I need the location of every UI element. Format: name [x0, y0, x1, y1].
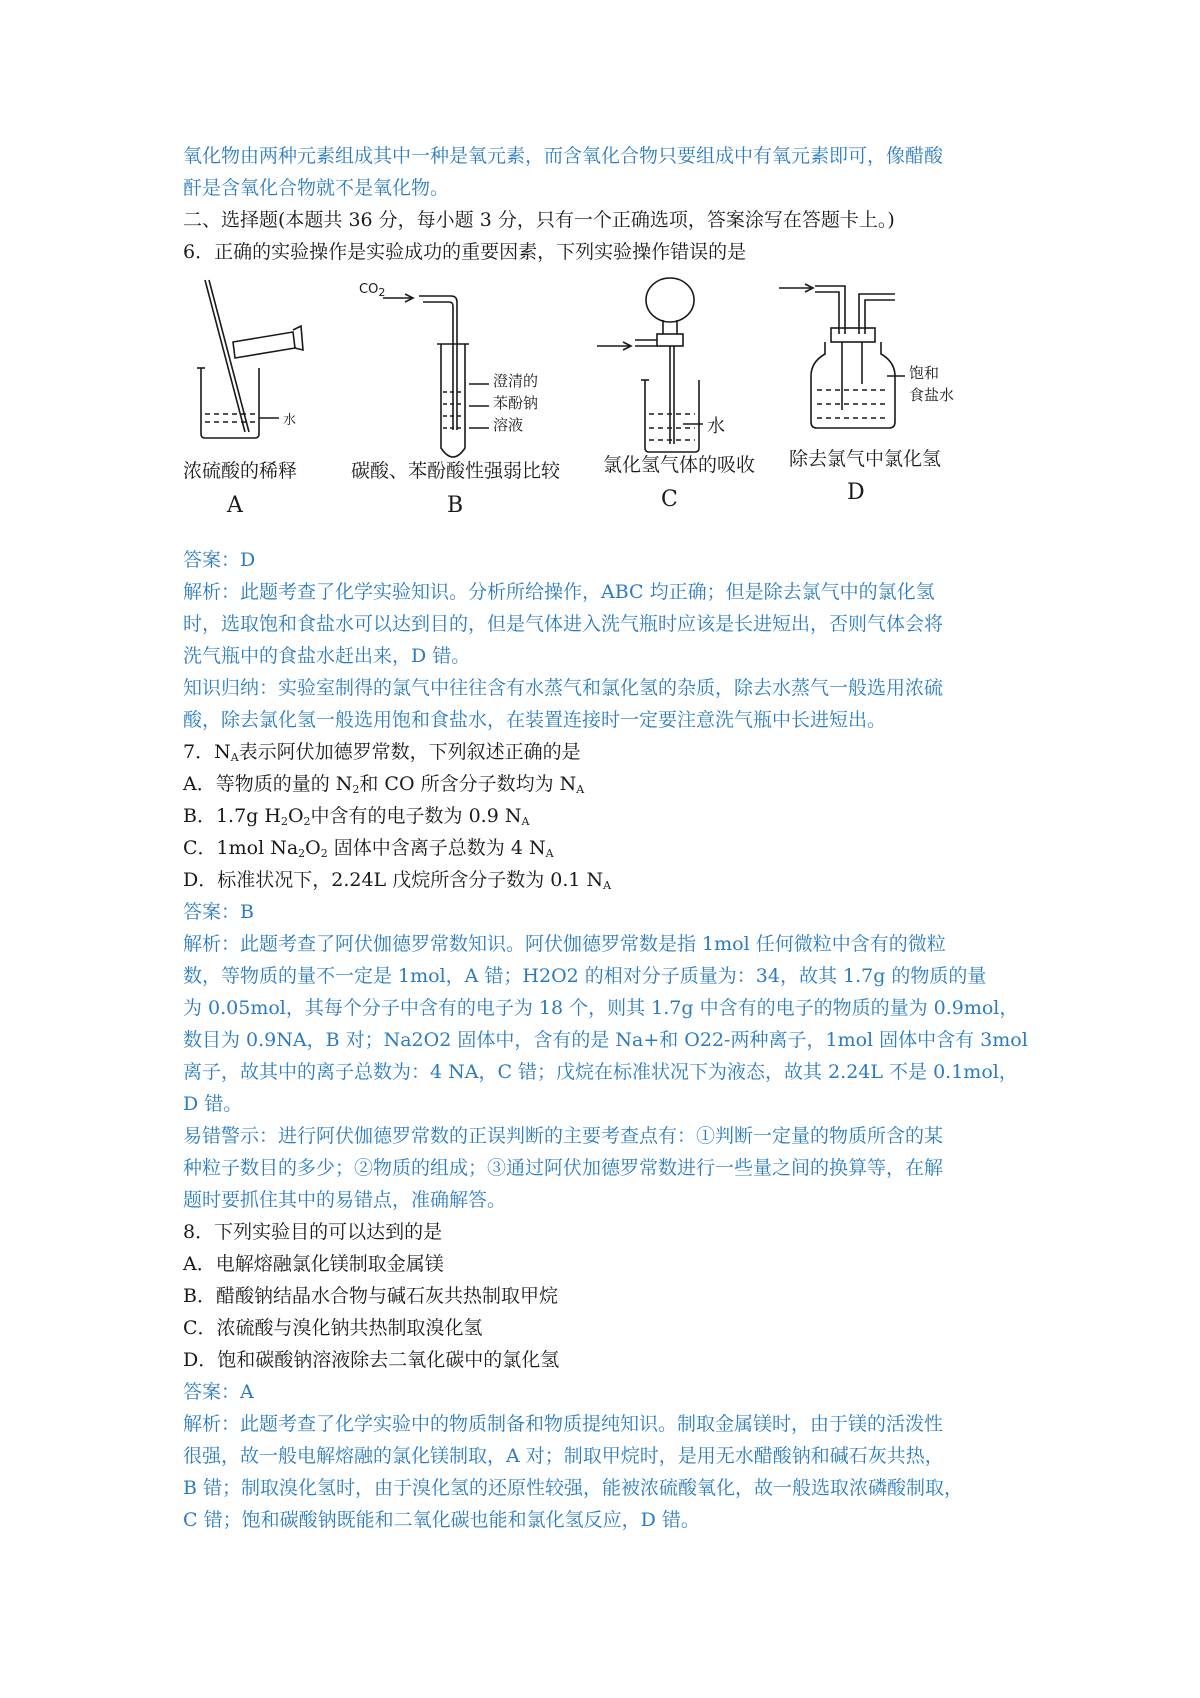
q7-option-c: C．1mol $Na_2O_2$ 固体中含离子总数为 4 $N_A$: [183, 837, 554, 860]
q7-analysis-line: 数目为 0.9NA，B 对；Na2O2 固体中，含有的是 Na+和 O22-两种离子，1mol 固体中含有 3mol: [183, 1029, 1028, 1051]
label-b-3: 溶液: [493, 416, 524, 434]
q7-analysis-line: 解析：此题考查了阿伏伽德罗常数知识。阿伏伽德罗常数是指 1mol 任何微粒中含有的微粒: [183, 933, 946, 955]
q6-apparatus-figure: [183, 272, 1033, 540]
q6-summary-line: 酸，除去氯化氢一般选用饱和食盐水，在装置连接时一定要注意洗气瓶中长进短出。: [183, 709, 887, 731]
section-header: 二、选择题(本题共 36 分，每小题 3 分，只有一个正确选项，答案涂写在答题卡上。): [183, 209, 895, 231]
caption-b: 碳酸、苯酚酸性强弱比较: [351, 460, 561, 482]
q6-analysis-line: 时，选取饱和食盐水可以达到目的，但是气体进入洗气瓶时应该是长进短出，否则气体会将: [183, 613, 944, 635]
q6-summary-line: 知识归纳：实验室制得的氯气中往往含有水蒸气和氯化氢的杂质，除去水蒸气一般选用浓硫: [183, 677, 944, 699]
q7-analysis-line: 为 0.05mol，其每个分子中含有的电子为 18 个，则其 1.7g 中含有的电子的物质的量为 0.9mol，: [183, 997, 1019, 1019]
q7-analysis-line: D 错。: [183, 1093, 243, 1115]
q8-option: A．电解熔融氯化镁制取金属镁: [183, 1253, 444, 1275]
q8-answer: 答案：A: [183, 1381, 254, 1403]
q7-analysis-line: 数，等物质的量不一定是 1mol，A 错；H2O2 的相对分子质量为：34，故其 1.7g 的物质的量: [183, 965, 987, 987]
q7-warning-line: 题时要抓住其中的易错点，准确解答。: [183, 1189, 507, 1211]
q8-analysis-line: B 错；制取溴化氢时，由于溴化氢的还原性较强，能被浓硫酸氧化，故一般选取浓磷酸制取，: [183, 1477, 964, 1499]
q7-option-b: B．1.7g $H_2O_2$中含有的电子数为 0.9 $N_A$: [183, 805, 530, 828]
label-b-1: 澄清的: [493, 372, 539, 390]
label-b-2: 苯酚钠: [493, 394, 539, 412]
q8-analysis-line: 解析：此题考查了化学实验中的物质制备和物质提纯知识。制取金属镁时，由于镁的活泼性: [183, 1413, 944, 1435]
q6-answer: 答案：D: [183, 549, 256, 571]
q8-stem: 8．下列实验目的可以达到的是: [183, 1221, 443, 1243]
q8-analysis-line: 很强，故一般电解熔融的氯化镁制取，A 对；制取甲烷时，是用无水醋酸钠和碱石灰共热，: [183, 1445, 944, 1467]
letter-d: D: [847, 480, 865, 505]
letter-b: B: [447, 493, 464, 518]
label-water-c: 水: [707, 416, 725, 437]
q7-warning-line: 种粒子数目的多少；②物质的组成；③通过阿伏加德罗常数进行一些量之间的换算等，在解: [183, 1157, 944, 1179]
document-page: [183, 140, 1033, 1536]
apparatus-c: [597, 278, 703, 452]
apparatus-d: [779, 284, 905, 428]
prev-analysis-line: 氧化物由两种元素组成其中一种是氧元素，而含氧化合物只要组成中有氧元素即可，像醋酸: [183, 145, 944, 167]
q8-option: C．浓硫酸与溴化钠共热制取溴化氢: [183, 1317, 483, 1339]
apparatus-drawing: [183, 272, 1033, 540]
caption-a: 浓硫酸的稀释: [183, 460, 298, 482]
q7-option-d: D．标准状况下，2.24L 戊烷所含分子数为 0.1 $N_A$: [183, 869, 612, 892]
q7-option-a: A．等物质的量的 $N_2$和 CO 所含分子数均为 $N_A$: [183, 773, 585, 796]
q6-stem: 6．正确的实验操作是实验成功的重要因素，下列实验操作错误的是: [183, 241, 747, 263]
q7-warning-line: 易错警示：进行阿伏伽德罗常数的正误判断的主要考查点有：①判断一定量的物质所含的某: [183, 1125, 944, 1147]
label-co2: $CO_2$: [359, 282, 386, 299]
apparatus-b: [383, 294, 489, 457]
q7-analysis-line: 离子，故其中的离子总数为：4 NA，C 错；戊烷在标准状况下为液态，故其 2.24L 不是 0.1mol，: [183, 1061, 1018, 1083]
caption-d: 除去氯气中氯化氢: [789, 448, 942, 470]
letter-a: A: [227, 493, 243, 518]
label-d-1: 饱和: [909, 364, 940, 382]
q7-answer: 答案：B: [183, 901, 254, 923]
q7-stem: 7．$N_A$表示阿伏加德罗常数，下列叙述正确的是: [183, 741, 581, 764]
label-d-2: 食盐水: [909, 386, 955, 404]
caption-c: 氯化氢气体的吸收: [603, 454, 756, 476]
letter-c: C: [661, 487, 678, 512]
label-water-a: 水: [283, 413, 297, 428]
q8-option: B．醋酸钠结晶水合物与碱石灰共热制取甲烷: [183, 1285, 558, 1307]
q6-analysis-line: 洗气瓶中的食盐水赶出来，D 错。: [183, 645, 471, 667]
q8-analysis-line: C 错；饱和碳酸钠既能和二氧化碳也能和氯化氢反应，D 错。: [183, 1509, 700, 1531]
prev-analysis-line: 酐是含氧化合物就不是氧化物。: [183, 177, 450, 199]
q6-analysis-line: 解析：此题考查了化学实验知识。分析所给操作，ABC 均正确；但是除去氯气中的氯化氢: [183, 581, 935, 603]
q8-option: D．饱和碳酸钠溶液除去二氧化碳中的氯化氢: [183, 1349, 560, 1371]
